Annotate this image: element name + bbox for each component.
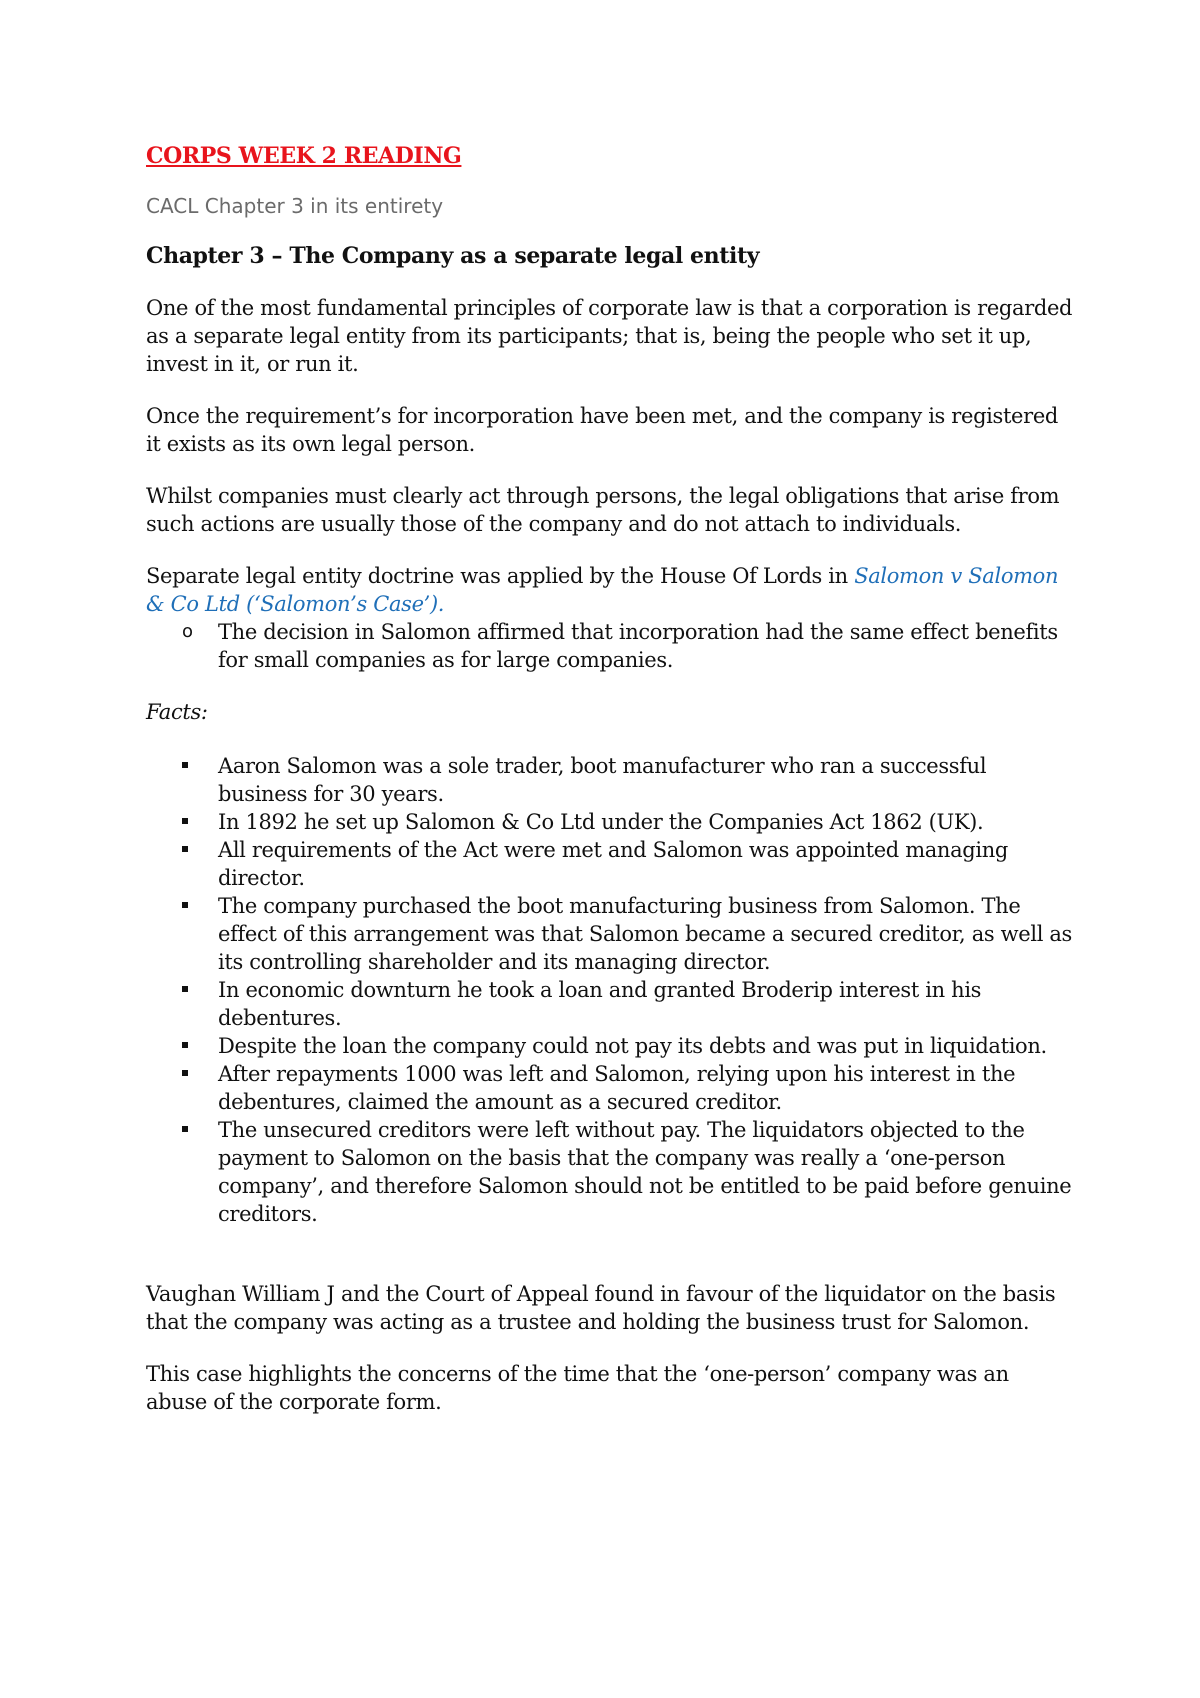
list-item xyxy=(218,836,1076,892)
list-item xyxy=(218,892,1076,976)
document-title: CORPS WEEK 2 READING xyxy=(146,143,462,169)
facts-label: Facts: xyxy=(146,700,208,724)
decision-list xyxy=(146,618,1076,674)
list-item xyxy=(182,618,1076,674)
case-name-salomon: Salomon v Salomon & Co Ltd (‘Salomon’s Case’). xyxy=(146,564,1059,616)
square-bullet-icon xyxy=(182,1070,188,1076)
square-bullet-icon xyxy=(182,1126,188,1132)
fact-text: In economic downturn he took a loan and granted Broderip interest in his debentures. xyxy=(218,978,982,1030)
circle-bullet-icon: o xyxy=(182,621,193,642)
square-bullet-icon xyxy=(182,986,188,992)
list-item xyxy=(218,808,1076,836)
square-bullet-icon xyxy=(182,846,188,852)
fact-text: After repayments 1000 was left and Salomon, relying upon his interest in the debentures, claimed the amount as a secured creditor. xyxy=(218,1062,1016,1114)
document-subtitle: CACL Chapter 3 in its entirety xyxy=(146,194,444,218)
paragraph-case-intro xyxy=(146,562,1076,618)
fact-text: All requirements of the Act were met and Salomon was appointed managing director. xyxy=(218,838,1009,890)
paragraph-obligations: Whilst companies must clearly act through persons, the legal obligations that arise from such actions are usually those of the company and do not attach to individuals. xyxy=(146,484,1060,536)
square-bullet-icon xyxy=(182,818,188,824)
square-bullet-icon xyxy=(182,902,188,908)
fact-text: Aaron Salomon was a sole trader, boot manufacturer who ran a successful business for 30 years. xyxy=(218,754,987,806)
list-item xyxy=(218,752,1076,808)
decision-item-text: The decision in Salomon affirmed that incorporation had the same effect benefits for small companies as for large companies. xyxy=(218,620,1058,672)
square-bullet-icon xyxy=(182,1042,188,1048)
paragraph-concerns: This case highlights the concerns of the time that the ‘one-person’ company was an abuse of the corporate form. xyxy=(146,1362,1009,1414)
square-bullet-icon xyxy=(182,762,188,768)
chapter-heading: Chapter 3 – The Company as a separate legal entity xyxy=(146,243,760,269)
fact-text: The unsecured creditors were left without pay. The liquidators objected to the payment to Salomon on the basis that the company was really a ‘one-person company’, and therefore Salomon should not be entitled to be paid before genuine creditors. xyxy=(218,1118,1072,1226)
facts-list xyxy=(146,752,1076,1228)
case-intro-text: Separate legal entity doctrine was applied by the House Of Lords in xyxy=(146,564,855,588)
paragraph-incorporation: Once the requirement’s for incorporation have been met, and the company is registered it exists as its own legal person. xyxy=(146,404,1058,456)
list-item xyxy=(218,1060,1076,1116)
paragraph-court-of-appeal: Vaughan William J and the Court of Appeal found in favour of the liquidator on the basis that the company was acting as a trustee and holding the business trust for Salomon. xyxy=(146,1282,1056,1334)
fact-text: In 1892 he set up Salomon & Co Ltd under the Companies Act 1862 (UK). xyxy=(218,810,984,834)
document-body xyxy=(146,142,1076,1416)
list-item xyxy=(218,1116,1076,1228)
list-item xyxy=(218,1032,1076,1060)
fact-text: Despite the loan the company could not pay its debts and was put in liquidation. xyxy=(218,1034,1047,1058)
list-item xyxy=(218,976,1076,1032)
fact-text: The company purchased the boot manufacturing business from Salomon. The effect of this arrangement was that Salomon became a secured creditor, as well as its controlling shareholder and its managing director. xyxy=(218,894,1072,974)
paragraph-principle: One of the most fundamental principles of corporate law is that a corporation is regarded as a separate legal entity from its participants; that is, being the people who set it up, invest in it, or run it. xyxy=(146,296,1073,376)
